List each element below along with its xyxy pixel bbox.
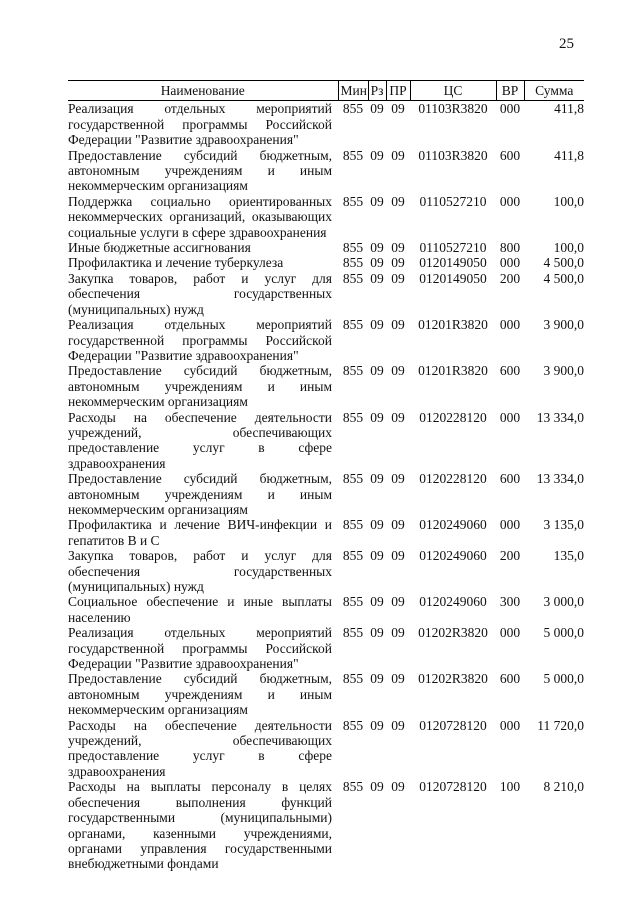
cell-min: 855 xyxy=(342,594,364,610)
cell-name: Реализация отдельных мероприятий государственной программы Российской Федерации "Развитие здравоохранения" xyxy=(68,625,332,672)
cell-min: 855 xyxy=(342,193,364,209)
cell-pr: 09 xyxy=(391,548,405,564)
cell-cs: 01201R3820 xyxy=(418,317,488,333)
cell-cs: 01103R3820 xyxy=(418,147,488,163)
cell-pr: 09 xyxy=(391,471,405,487)
cell-sum: 135,0 xyxy=(553,548,584,564)
cell-pr: 09 xyxy=(391,363,405,379)
cell-pr: 09 xyxy=(391,517,405,533)
cell-vr: 200 xyxy=(499,270,521,286)
cell-cs: 0110527210 xyxy=(419,193,487,209)
cell-min: 855 xyxy=(342,517,364,533)
cell-vr: 600 xyxy=(499,671,521,687)
cell-rz: 09 xyxy=(370,193,384,209)
cell-name: Социальное обеспечение и иные выплаты населению xyxy=(68,594,332,625)
cell-min: 855 xyxy=(342,779,364,795)
cell-min: 855 xyxy=(342,409,364,425)
cell-vr: 100 xyxy=(499,779,521,795)
cell-name: Закупка товаров, работ и услуг для обеспечения государственных (муниципальных) нужд xyxy=(68,548,332,594)
cell-min: 855 xyxy=(342,548,364,564)
cell-cs: 01201R3820 xyxy=(418,363,488,379)
cell-pr: 09 xyxy=(391,717,405,733)
page-number: 25 xyxy=(559,36,574,52)
cell-pr: 09 xyxy=(391,409,405,425)
table-header-row xyxy=(68,81,584,101)
cell-sum: 13 334,0 xyxy=(536,471,584,487)
cell-pr: 09 xyxy=(391,101,405,117)
table-row xyxy=(68,548,584,594)
cell-cs: 0120728120 xyxy=(419,717,487,733)
cell-rz: 09 xyxy=(370,717,384,733)
table-row xyxy=(68,363,584,409)
cell-rz: 09 xyxy=(370,779,384,795)
cell-rz: 09 xyxy=(370,363,384,379)
cell-cs: 0120249060 xyxy=(419,548,487,564)
cell-rz: 09 xyxy=(370,270,384,286)
header-rz: Рз xyxy=(368,81,386,101)
header-vr: ВР xyxy=(496,81,524,101)
cell-name: Предоставление субсидий бюджетным, автономным учреждениям и иным некоммерческим организациям xyxy=(68,671,332,718)
cell-sum: 3 900,0 xyxy=(543,363,584,379)
cell-name: Предоставление субсидий бюджетным, автономным учреждениям и иным некоммерческим организациям xyxy=(68,363,332,410)
cell-name: Профилактика и лечение ВИЧ-инфекции и гепатитов В и С xyxy=(68,517,332,548)
cell-sum: 11 720,0 xyxy=(537,717,584,733)
cell-cs: 01202R3820 xyxy=(418,625,488,641)
cell-sum: 4 500,0 xyxy=(543,255,584,271)
table-row xyxy=(68,718,584,780)
cell-pr: 09 xyxy=(391,671,405,687)
cell-sum: 411,8 xyxy=(554,147,584,163)
cell-vr: 600 xyxy=(499,363,521,379)
cell-cs: 0120728120 xyxy=(419,779,487,795)
cell-name: Расходы на обеспечение деятельности учреждений, обеспечивающих предоставление услуг в сфере здравоохранения xyxy=(68,717,332,779)
cell-sum: 13 334,0 xyxy=(536,409,584,425)
cell-sum: 3 135,0 xyxy=(543,517,584,533)
cell-sum: 411,8 xyxy=(554,101,584,117)
cell-vr: 800 xyxy=(499,240,521,256)
cell-pr: 09 xyxy=(391,779,405,795)
cell-pr: 09 xyxy=(391,240,405,256)
table-row xyxy=(68,255,584,270)
cell-min: 855 xyxy=(342,671,364,687)
cell-vr: 000 xyxy=(499,193,521,209)
cell-vr: 600 xyxy=(499,471,521,487)
cell-sum: 100,0 xyxy=(553,240,584,256)
cell-rz: 09 xyxy=(370,471,384,487)
cell-sum: 5 000,0 xyxy=(543,625,584,641)
cell-cs: 0120228120 xyxy=(419,409,487,425)
table-row xyxy=(68,779,584,871)
cell-rz: 09 xyxy=(370,317,384,333)
cell-min: 855 xyxy=(342,147,364,163)
table-row xyxy=(68,101,584,148)
cell-cs: 0120149050 xyxy=(419,255,487,271)
cell-name: Закупка товаров, работ и услуг для обеспечения государственных (муниципальных) нужд xyxy=(68,270,332,317)
cell-vr: 200 xyxy=(499,548,521,564)
header-pr: ПР xyxy=(386,81,410,101)
cell-name: Расходы на выплаты персоналу в целях обеспечения выполнения функций государственными (муниципальными) органами, казенными учреждениями, органами управления государственными внебюджетными фондами xyxy=(68,779,332,872)
cell-rz: 09 xyxy=(370,240,384,256)
cell-name: Поддержка социально ориентированных некоммерческих организаций, оказывающих социальные услуги в сфере здравоохранения xyxy=(68,193,332,240)
cell-pr: 09 xyxy=(391,255,405,271)
table-row xyxy=(68,317,584,363)
table-row xyxy=(68,471,584,517)
cell-name: Расходы на обеспечение деятельности учреждений, обеспечивающих предоставление услуг в сфере здравоохранения xyxy=(68,409,332,471)
table-row xyxy=(68,148,584,194)
cell-rz: 09 xyxy=(370,625,384,641)
cell-name: Предоставление субсидий бюджетным, автономным учреждениям и иным некоммерческим организациям xyxy=(68,471,332,517)
cell-sum: 100,0 xyxy=(553,193,584,209)
cell-min: 855 xyxy=(342,625,364,641)
cell-name: Профилактика и лечение туберкулеза xyxy=(68,255,284,271)
cell-pr: 09 xyxy=(391,147,405,163)
cell-cs: 01202R3820 xyxy=(418,671,488,687)
cell-rz: 09 xyxy=(370,517,384,533)
cell-pr: 09 xyxy=(391,193,405,209)
cell-vr: 600 xyxy=(499,147,521,163)
table-row xyxy=(68,671,584,717)
cell-min: 855 xyxy=(342,240,364,256)
header-cs: ЦС xyxy=(410,81,496,101)
cell-sum: 4 500,0 xyxy=(543,270,584,286)
cell-sum: 8 210,0 xyxy=(543,779,584,795)
table-row xyxy=(68,410,584,472)
cell-sum: 3 900,0 xyxy=(543,317,584,333)
cell-name: Иные бюджетные ассигнования xyxy=(68,240,251,256)
cell-min: 855 xyxy=(342,270,364,286)
cell-min: 855 xyxy=(342,363,364,379)
cell-pr: 09 xyxy=(391,594,405,610)
cell-name: Реализация отдельных мероприятий государственной программы Российской Федерации "Развитие здравоохранения" xyxy=(68,101,332,148)
cell-vr: 000 xyxy=(499,317,521,333)
cell-rz: 09 xyxy=(370,548,384,564)
cell-min: 855 xyxy=(342,101,364,117)
cell-min: 855 xyxy=(342,255,364,271)
cell-cs: 0120149050 xyxy=(419,270,487,286)
table-row xyxy=(68,517,584,548)
cell-vr: 000 xyxy=(499,517,521,533)
cell-min: 855 xyxy=(342,317,364,333)
cell-vr: 000 xyxy=(499,409,521,425)
cell-cs: 0120249060 xyxy=(419,594,487,610)
header-min: Мин xyxy=(338,81,368,101)
table-row xyxy=(68,240,584,255)
cell-sum: 3 000,0 xyxy=(543,594,584,610)
cell-rz: 09 xyxy=(370,255,384,271)
cell-vr: 000 xyxy=(499,255,521,271)
cell-vr: 000 xyxy=(499,717,521,733)
cell-cs: 0110527210 xyxy=(419,240,487,256)
table-row xyxy=(68,625,584,671)
cell-rz: 09 xyxy=(370,409,384,425)
cell-min: 855 xyxy=(342,471,364,487)
table-row xyxy=(68,271,584,317)
cell-pr: 09 xyxy=(391,625,405,641)
cell-vr: 300 xyxy=(499,594,521,610)
header-name: Наименование xyxy=(68,81,338,101)
cell-rz: 09 xyxy=(370,671,384,687)
table-row xyxy=(68,594,584,625)
cell-cs: 01103R3820 xyxy=(418,101,488,117)
cell-pr: 09 xyxy=(391,270,405,286)
cell-sum: 5 000,0 xyxy=(543,671,584,687)
cell-name: Реализация отдельных мероприятий государственной программы Российской Федерации "Развитие здравоохранения" xyxy=(68,317,332,363)
cell-name: Предоставление субсидий бюджетным, автономным учреждениям и иным некоммерческим организациям xyxy=(68,147,332,194)
cell-pr: 09 xyxy=(391,317,405,333)
budget-table xyxy=(68,80,584,872)
cell-vr: 000 xyxy=(499,101,521,117)
cell-rz: 09 xyxy=(370,147,384,163)
cell-vr: 000 xyxy=(499,625,521,641)
cell-cs: 0120228120 xyxy=(419,471,487,487)
cell-rz: 09 xyxy=(370,594,384,610)
table-row xyxy=(68,194,584,240)
header-sum: Сумма xyxy=(524,81,584,101)
table-body xyxy=(68,101,584,872)
cell-cs: 0120249060 xyxy=(419,517,487,533)
cell-rz: 09 xyxy=(370,101,384,117)
cell-min: 855 xyxy=(342,717,364,733)
